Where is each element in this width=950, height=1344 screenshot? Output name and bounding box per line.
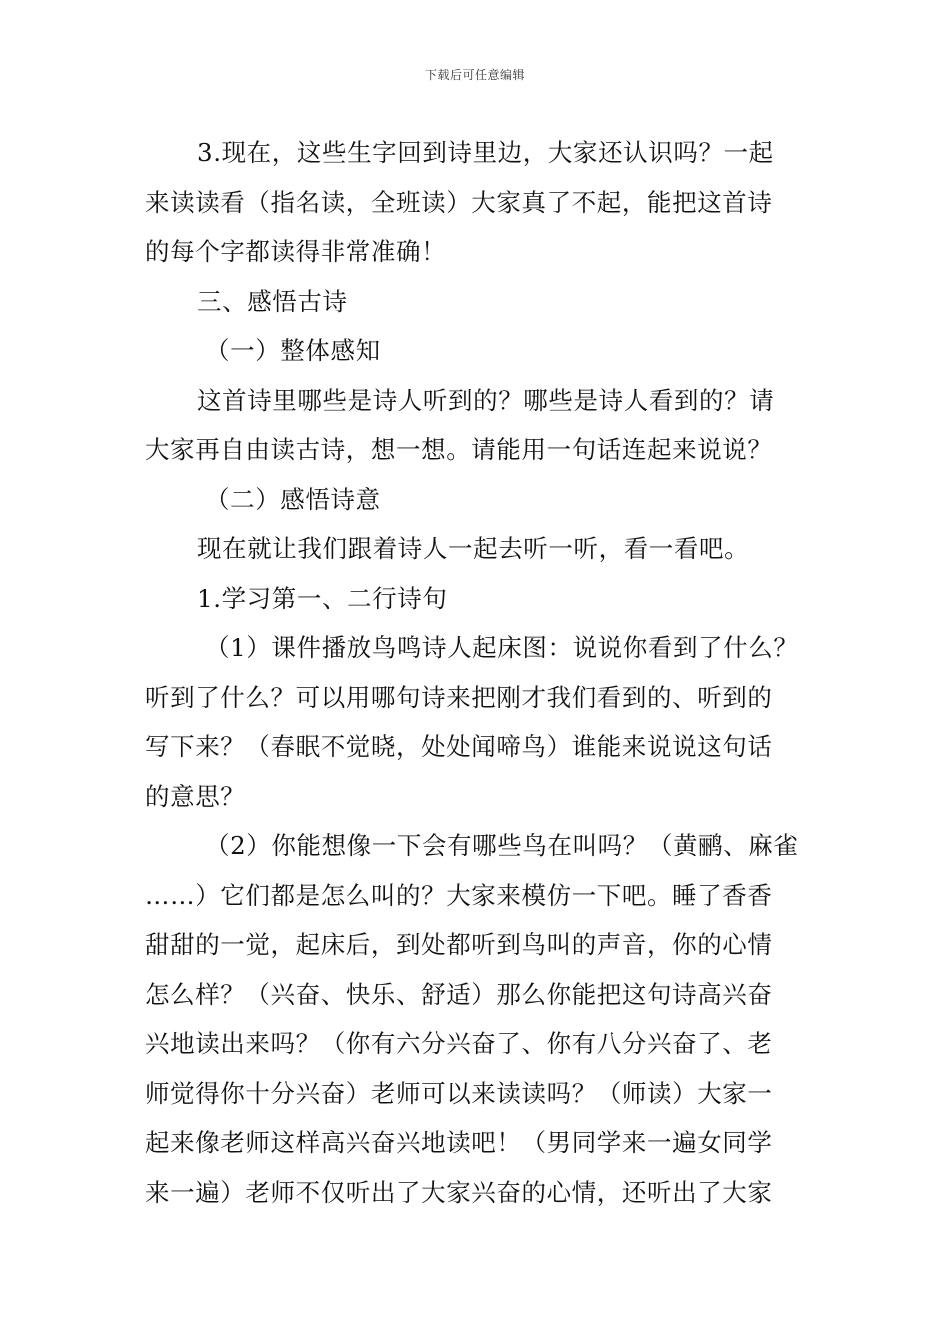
paragraph-line: 来一遍）老师不仅听出了大家兴奋的心情，还听出了大家 bbox=[145, 1177, 773, 1207]
subsection-heading: （一）整体感知 bbox=[205, 336, 381, 365]
paragraph-line: ……）它们都是怎么叫的？大家来模仿一下吧。睡了香香 bbox=[145, 880, 773, 910]
paragraph-line: 写下来？（春眠不觉晓，处处闻啼鸟）谁能来说说这句话 bbox=[145, 732, 773, 761]
paragraph-line: 的每个字都读得非常准确！ bbox=[145, 237, 447, 266]
paragraph-line: 师觉得你十分兴奋）老师可以来读读吗？（师读）大家一 bbox=[145, 1078, 773, 1108]
paragraph-line: 的意思？ bbox=[145, 781, 246, 811]
paragraph-line: 来读读看（指名读，全班读）大家真了不起，能把这首诗 bbox=[145, 187, 773, 217]
paragraph-line: 大家再自由读古诗，想一想。请能用一句话连起来说说？ bbox=[145, 435, 773, 464]
page-header-note: 下载后可任意编辑 bbox=[424, 68, 525, 82]
paragraph-line: 甜甜的一觉，起床后，到处都听到鸟叫的声音，你的心情 bbox=[145, 930, 773, 959]
paragraph-line: （2）你能想像一下会有哪些鸟在叫吗？（黄鹂、麻雀 bbox=[205, 831, 799, 860]
paragraph-line: 听到了什么？可以用哪句诗来把刚才我们看到的、听到的 bbox=[145, 682, 773, 712]
paragraph-line: 兴地读出来吗？（你有六分兴奋了、你有八分兴奋了、老 bbox=[145, 1029, 773, 1058]
paragraph-line: 这首诗里哪些是诗人听到的？哪些是诗人看到的？请 bbox=[197, 385, 775, 415]
document-body bbox=[145, 128, 807, 1217]
paragraph-line: 怎么样？（兴奋、快乐、舒适）那么你能把这句诗高兴奋 bbox=[145, 979, 773, 1009]
subsection-heading: （二）感悟诗意 bbox=[205, 484, 381, 514]
section-heading: 三、感悟古诗 bbox=[197, 286, 348, 316]
paragraph-line: 3.现在，这些生字回到诗里边，大家还认识吗？一起 bbox=[197, 138, 774, 167]
paragraph-line: （1）课件播放鸟鸣诗人起床图：说说你看到了什么？ bbox=[205, 633, 799, 662]
paragraph-line: 现在就让我们跟着诗人一起去听一听，看一看吧。 bbox=[197, 534, 750, 563]
list-item-heading: 1.学习第一、二行诗句 bbox=[197, 583, 448, 613]
paragraph-line: 起来像老师这样高兴奋兴地读吧！（男同学来一遍女同学 bbox=[145, 1128, 773, 1157]
